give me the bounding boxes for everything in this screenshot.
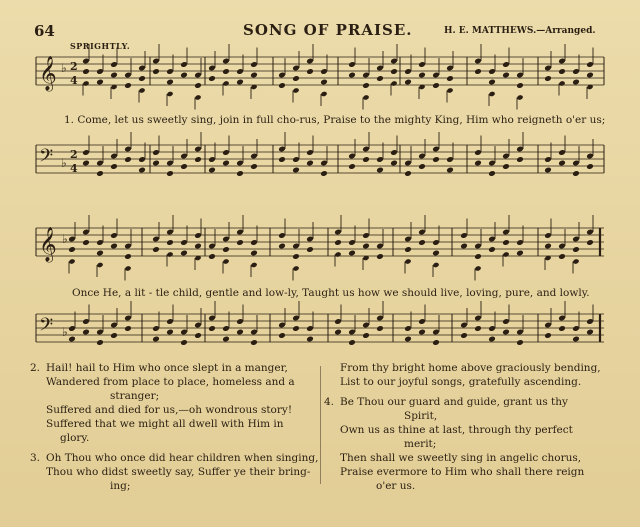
verse-4-line-4: merit;	[404, 438, 437, 450]
note-head	[446, 75, 454, 82]
note-head	[474, 253, 482, 260]
note-head	[334, 251, 341, 257]
note-head	[586, 163, 594, 170]
note-head	[404, 258, 411, 264]
note-head	[110, 332, 118, 339]
note-head	[124, 82, 132, 89]
verse-4-line-7: o'er us.	[376, 480, 416, 492]
note-head	[208, 253, 216, 260]
note-head	[488, 170, 496, 177]
verse-number: 4.	[324, 396, 335, 408]
note-head	[502, 72, 510, 79]
verse-4-line-2: Spirit,	[404, 410, 438, 422]
note-head	[348, 163, 356, 170]
lyric-line-1: 1. Come, let us sweetly sing, join in full cho-rus, Praise to the mighty King, Him who reigneth o'er us;	[64, 114, 606, 126]
time-signature-bottom: 4	[70, 74, 78, 87]
note-head	[376, 253, 384, 260]
note-head	[432, 250, 440, 257]
note-head	[292, 75, 300, 82]
verse-4-line-6: Praise evermore to Him who shall there reign	[340, 466, 585, 478]
note-head	[320, 91, 327, 97]
tempo-marking: SPRIGHTLY.	[70, 41, 131, 51]
treble-clef: 𝄞	[39, 56, 57, 91]
treble-clef: 𝄞	[39, 227, 57, 262]
note-head	[348, 339, 356, 346]
note-head	[166, 329, 174, 336]
note-head	[292, 253, 300, 260]
bass-clef: 𝄢	[39, 146, 54, 171]
note-head	[432, 82, 440, 89]
note-head	[138, 75, 146, 82]
note-head	[180, 250, 188, 257]
note-head	[222, 68, 230, 75]
note-head	[362, 82, 370, 89]
note-head	[432, 339, 440, 346]
flat-sign: ♭	[61, 61, 67, 75]
verse-number: 3.	[30, 452, 41, 464]
note-head	[82, 160, 90, 167]
verses-right-column	[324, 361, 614, 493]
note-head	[418, 239, 426, 246]
note-head	[124, 253, 132, 260]
note-head	[138, 87, 145, 93]
time-signature-top: 2	[70, 148, 78, 161]
note-head	[572, 246, 580, 253]
note-head	[82, 329, 90, 336]
note-head	[376, 75, 384, 82]
note-head	[166, 170, 174, 177]
note-head	[236, 329, 244, 336]
verse-4-line-5: Then shall we sweetly sing in angelic chorus,	[340, 452, 582, 464]
verse-2-line-2: Wandered from place to place, homeless and a	[46, 376, 295, 388]
note-head	[194, 332, 202, 339]
note-head	[488, 79, 496, 86]
flat-sign: ♭	[62, 232, 68, 246]
lyric-line-2: Once He, a lit - tle child, gentle and low-ly, Taught us how we should live, loving, pure, and lowly.	[72, 287, 590, 299]
note-head	[250, 262, 257, 268]
note-head	[418, 329, 426, 336]
note-head	[222, 160, 230, 167]
note-head	[502, 251, 509, 257]
note-head	[110, 163, 118, 170]
note-head	[334, 329, 342, 336]
verse-2-line-5: Suffered that we might all dwell with Him in	[46, 418, 284, 430]
note-head	[236, 79, 244, 86]
note-head	[96, 339, 104, 346]
verse-3-line-3: ing;	[110, 480, 131, 492]
note-head	[586, 72, 594, 79]
note-head	[306, 246, 314, 253]
note-head	[348, 72, 356, 79]
note-head	[432, 262, 439, 268]
verse-2-line-1: 2. Hail! hail to Him who once slept in a manger,	[30, 362, 288, 374]
note-head	[404, 79, 412, 86]
note-head	[82, 68, 90, 75]
note-head	[250, 72, 258, 79]
note-head	[96, 170, 104, 177]
note-head	[152, 246, 160, 253]
note-head	[558, 68, 566, 75]
note-head	[250, 250, 258, 257]
verse-3-line-2: Thou who didst sweetly say, Suffer ye their bring-	[46, 466, 311, 478]
note-head	[236, 239, 244, 246]
note-head	[516, 82, 524, 89]
verse-2-line-6: glory.	[60, 432, 90, 444]
note-head	[292, 265, 299, 271]
note-head	[166, 251, 173, 257]
note-head	[488, 336, 496, 343]
note-head	[68, 246, 76, 253]
note-head	[96, 79, 104, 86]
note-head	[124, 325, 132, 332]
note-head	[418, 72, 426, 79]
note-head	[250, 339, 258, 346]
note-head	[194, 243, 202, 250]
note-head	[516, 94, 523, 100]
verse-3-line-1: 3. Oh Thou who once did hear children when singing,	[30, 452, 319, 464]
note-head	[208, 325, 216, 332]
note-head	[586, 239, 594, 246]
verse-3-line-5: List to our joyful songs, gratefully ascending.	[340, 376, 582, 388]
note-head	[544, 243, 552, 250]
note-head	[488, 246, 496, 253]
note-head	[390, 80, 397, 86]
bass-clef: 𝄢	[39, 315, 54, 340]
note-head	[572, 79, 580, 86]
note-head	[446, 87, 453, 93]
note-head	[362, 94, 369, 100]
note-head	[488, 91, 495, 97]
note-head	[222, 246, 230, 253]
note-head	[460, 243, 468, 250]
note-head	[306, 336, 314, 343]
note-head	[236, 170, 244, 177]
note-head	[222, 258, 229, 264]
note-head	[572, 258, 579, 264]
note-head	[362, 243, 370, 250]
note-head	[180, 163, 188, 170]
note-head	[334, 239, 342, 246]
note-head	[362, 332, 370, 339]
note-head	[124, 265, 131, 271]
note-head	[558, 253, 566, 260]
note-head	[152, 336, 160, 343]
note-head	[96, 250, 104, 257]
note-head	[278, 82, 286, 89]
note-head	[180, 72, 188, 79]
note-head	[110, 243, 118, 250]
note-head	[502, 239, 510, 246]
song-title: SONG OF PRAISE.	[243, 21, 413, 39]
note-head	[110, 72, 118, 79]
note-head	[502, 329, 510, 336]
note-head	[222, 80, 229, 86]
note-head	[586, 329, 594, 336]
note-head	[152, 160, 160, 167]
note-head	[278, 156, 286, 163]
note-head	[544, 75, 552, 82]
note-head	[404, 246, 412, 253]
note-head	[544, 332, 552, 339]
note-head	[124, 156, 132, 163]
note-head	[376, 167, 384, 174]
note-head	[180, 339, 188, 346]
note-head	[68, 336, 76, 343]
composer-credit: H. E. MATTHEWS.—Arranged.	[444, 26, 596, 36]
flat-sign: ♭	[61, 156, 67, 170]
note-head	[306, 68, 314, 75]
note-head	[348, 250, 356, 257]
note-head	[166, 79, 174, 86]
note-head	[558, 325, 566, 332]
verse-number: 2.	[30, 362, 41, 374]
time-signature-bottom: 4	[70, 162, 78, 175]
note-head	[432, 156, 440, 163]
note-head	[418, 163, 426, 170]
flat-sign: ♭	[62, 325, 68, 339]
note-head	[516, 156, 524, 163]
verse-2-line-4: Suffered and died for us,—oh wondrous story!	[46, 404, 293, 416]
verse-2-line-3: stranger;	[110, 390, 160, 402]
note-head	[516, 250, 524, 257]
note-head	[376, 325, 384, 332]
note-head	[390, 68, 398, 75]
note-head	[558, 160, 566, 167]
note-head	[306, 160, 314, 167]
note-head	[474, 68, 482, 75]
note-head	[208, 75, 216, 82]
page-number: 64	[34, 22, 55, 40]
note-head	[474, 265, 481, 271]
note-head	[474, 325, 482, 332]
note-head	[292, 325, 300, 332]
note-head	[390, 160, 398, 167]
note-head	[544, 167, 552, 174]
note-head	[68, 258, 75, 264]
column-divider	[320, 366, 321, 484]
note-head	[446, 167, 454, 174]
note-head	[572, 336, 580, 343]
note-head	[320, 79, 328, 86]
note-head	[460, 332, 468, 339]
time-signature-top: 2	[70, 60, 78, 73]
note-head	[194, 82, 202, 89]
verse-4-line-1: 4. Be Thou our guard and guide, grant us thy	[324, 396, 568, 408]
note-head	[404, 336, 412, 343]
note-head	[558, 80, 565, 86]
note-head	[572, 170, 580, 177]
note-head	[194, 156, 202, 163]
note-head	[278, 332, 286, 339]
note-head	[96, 262, 103, 268]
note-head	[292, 87, 299, 93]
note-head	[502, 163, 510, 170]
note-head	[138, 167, 146, 174]
note-head	[194, 94, 201, 100]
note-head	[82, 239, 90, 246]
note-head	[166, 91, 173, 97]
note-head	[278, 243, 286, 250]
note-head	[152, 68, 160, 75]
note-head	[404, 170, 412, 177]
note-head	[362, 156, 370, 163]
verses-left-column	[30, 361, 320, 493]
note-head	[320, 170, 328, 177]
note-head	[474, 160, 482, 167]
note-head	[250, 163, 258, 170]
note-head	[82, 80, 89, 86]
verse-4-line-3: Own us as thine at last, through thy perfect	[340, 424, 573, 436]
note-head	[208, 167, 216, 174]
note-head	[166, 239, 174, 246]
note-head	[222, 336, 230, 343]
note-head	[292, 167, 300, 174]
verse-3-line-4: From thy bright home above graciously bending,	[340, 362, 601, 374]
note-head	[516, 339, 524, 346]
